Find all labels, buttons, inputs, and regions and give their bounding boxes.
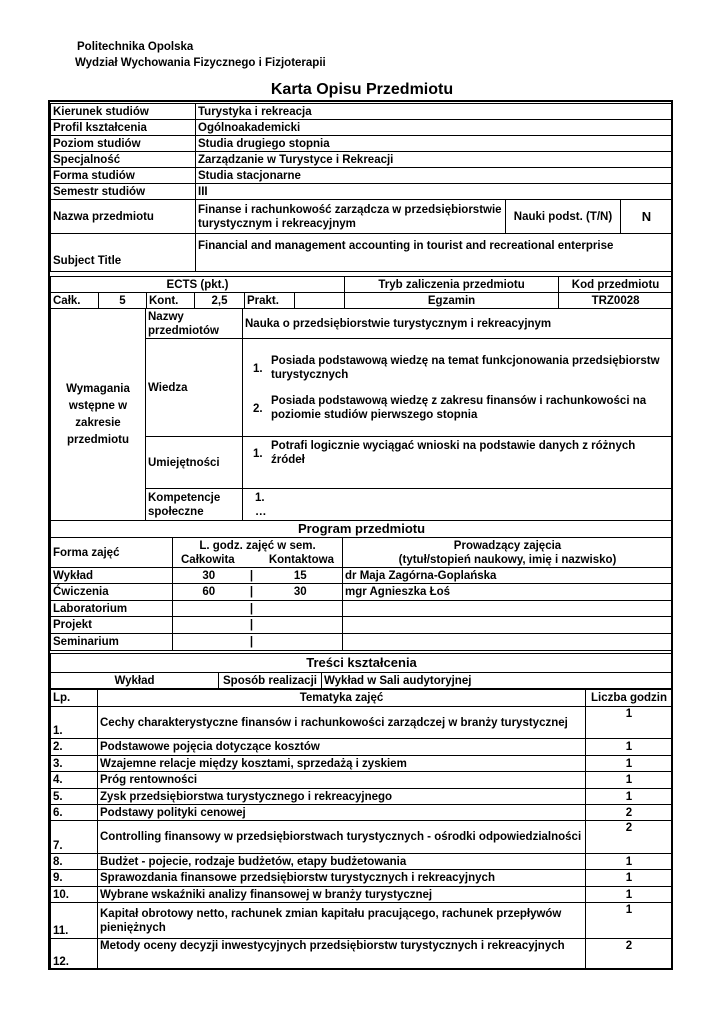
subject-name-value: Finanse i rachunkowość zarządcza w przedsiębiorstwie turystycznym i rekreacyjnym — [196, 200, 506, 234]
program-table — [50, 520, 673, 651]
info-label: Poziom studiów — [51, 136, 196, 152]
table-cell: 10. — [51, 887, 98, 903]
table-cell: Sprawozdania finansowe przedsiębiorstw turystycznych i rekreacyjnych — [98, 870, 586, 887]
wiedza-item: 1. Posiada podstawową wiedzę na temat funkcjonowania przedsiębiorstw turystycznych — [253, 354, 660, 381]
info-value: Turystyka i rekreacja — [196, 104, 673, 120]
table-cell: mgr Agnieszka Łoś — [343, 584, 673, 601]
nazwy-value: Nauka o przedsiębiorstwie turystycznym i rekreacyjnym — [243, 309, 673, 339]
table-cell: | — [245, 584, 259, 601]
table-row — [51, 821, 673, 854]
table-cell: | — [245, 617, 259, 634]
table-cell: 2 — [586, 805, 673, 821]
content-header-table — [50, 653, 673, 689]
topic-header: Tematyka zajęć — [98, 690, 586, 707]
topics-table — [50, 689, 673, 970]
table-cell: 9. — [51, 870, 98, 887]
table-cell: Metody oceny decyzji inwestycyjnych przedsiębiorstw turystycznych i rekreacyjnych — [98, 939, 586, 970]
table-cell — [259, 617, 343, 634]
table-row — [51, 772, 673, 789]
table-cell: 1 — [586, 870, 673, 887]
table-cell: 1 — [586, 772, 673, 789]
kont-label: Kont. — [147, 293, 195, 309]
nazwy-label: Nazwy przedmiotów — [146, 309, 243, 339]
info-row — [51, 152, 673, 168]
table-row — [51, 805, 673, 821]
sposob-value: Wykład w Sali audytoryjnej — [322, 673, 673, 689]
table-cell: 3. — [51, 756, 98, 772]
kont-value: 2,5 — [195, 293, 245, 309]
table-cell — [343, 601, 673, 617]
table-cell: 1 — [586, 756, 673, 772]
info-label: Kierunek studiów — [51, 104, 196, 120]
table-cell: 15 — [259, 568, 343, 584]
table-cell: 4. — [51, 772, 98, 789]
table-cell: Podstawowe pojęcia dotyczące kosztów — [98, 739, 586, 756]
table-cell: Próg rentowności — [98, 772, 586, 789]
table-cell — [259, 601, 343, 617]
table-cell: 2. — [51, 739, 98, 756]
umiejetnosci-items — [243, 437, 673, 489]
program-title: Program przedmiotu — [51, 521, 673, 538]
nauki-label: Nauki podst. (T/N) — [506, 200, 621, 234]
umiejetnosci-label: Umiejętności — [146, 437, 243, 489]
info-row — [51, 120, 673, 136]
info-row — [51, 184, 673, 200]
table-cell: Podstawy polityki cenowej — [98, 805, 586, 821]
sposob-label: Sposób realizacji — [219, 673, 322, 689]
table-cell — [343, 617, 673, 634]
university-name: Politechnika Opolska — [77, 41, 194, 53]
table-cell: 60 — [173, 584, 245, 601]
table-cell: 2 — [586, 821, 673, 854]
table-cell: Wzajemne relacje między kosztami, sprzedażą i zyskiem — [98, 756, 586, 772]
info-label: Profil kształcenia — [51, 120, 196, 136]
table-row — [51, 789, 673, 805]
calk-value: 5 — [99, 293, 147, 309]
table-cell: Wykład — [51, 568, 173, 584]
table-cell: 7. — [51, 821, 98, 854]
table-cell: Ćwiczenia — [51, 584, 173, 601]
info-row — [51, 104, 673, 120]
table-cell: 1 — [586, 854, 673, 870]
table-row — [51, 903, 673, 939]
info-value: III — [196, 184, 673, 200]
kod-value: TRZ0028 — [559, 293, 673, 309]
lp-header: Lp. — [51, 690, 98, 707]
info-row — [51, 136, 673, 152]
table-cell: Laboratorium — [51, 601, 173, 617]
table-cell: 12. — [51, 939, 98, 970]
table-cell: 8. — [51, 854, 98, 870]
program-row — [51, 568, 673, 584]
wiedza-label: Wiedza — [146, 339, 243, 437]
info-value: Zarządzanie w Turystyce i Rekreacji — [196, 152, 673, 168]
wiedza-items — [243, 339, 673, 437]
document-title: Karta Opisu Przedmiotu — [270, 81, 454, 98]
table-cell: Seminarium — [51, 634, 173, 651]
table-cell: | — [245, 601, 259, 617]
table-cell: Zysk przedsiębiorstwa turystycznego i rekreacyjnego — [98, 789, 586, 805]
table-cell: dr Maja Zagórna-Goplańska — [343, 568, 673, 584]
info-label: Semestr studiów — [51, 184, 196, 200]
subject-title-label: Subject Title — [51, 234, 196, 272]
table-row — [51, 854, 673, 870]
table-cell: 1 — [586, 887, 673, 903]
table-cell: | — [245, 568, 259, 584]
kont-header: Kontaktowa — [268, 553, 334, 566]
ects-header: ECTS (pkt.) — [51, 277, 345, 293]
table-cell — [343, 634, 673, 651]
content-form-label: Wykład — [51, 673, 219, 689]
prowadzacy-header: Prowadzący zajęcia (tytuł/stopień naukowy, imię i nazwisko) — [343, 538, 673, 568]
content-title: Treści kształcenia — [51, 654, 673, 673]
program-row — [51, 634, 673, 651]
table-cell: Projekt — [51, 617, 173, 634]
info-value: Studia drugiego stopnia — [196, 136, 673, 152]
table-cell: 2 — [586, 939, 673, 970]
prakt-value — [295, 293, 345, 309]
tryb-header: Tryb zaliczenia przedmiotu — [345, 277, 559, 293]
faculty-name: Wydział Wychowania Fizycznego i Fizjoterapii — [75, 57, 326, 69]
kod-header: Kod przedmiotu — [559, 277, 673, 293]
hours-header: Liczba godzin — [586, 690, 673, 707]
table-cell — [173, 634, 245, 651]
table-cell: 1 — [586, 739, 673, 756]
table-cell: 1 — [586, 707, 673, 739]
table-row — [51, 756, 673, 772]
table-cell: Cechy charakterystyczne finansów i rachunkowości zarządczej w branży turystycznej — [98, 707, 586, 739]
ects-table — [50, 276, 673, 309]
table-cell: 5. — [51, 789, 98, 805]
table-cell — [259, 634, 343, 651]
calk-header: Całkowita — [181, 553, 235, 566]
table-row — [51, 887, 673, 903]
info-label: Specjalność — [51, 152, 196, 168]
table-cell — [173, 601, 245, 617]
table-row — [51, 870, 673, 887]
program-row — [51, 617, 673, 634]
table-cell: | — [245, 634, 259, 651]
table-cell: 6. — [51, 805, 98, 821]
kompetencje-label: Kompetencje społeczne — [146, 489, 243, 521]
table-cell: Budżet - pojecie, rodzaje budżetów, etapy budżetowania — [98, 854, 586, 870]
study-info-table — [50, 103, 673, 272]
table-cell: 11. — [51, 903, 98, 939]
tryb-value: Egzamin — [345, 293, 559, 309]
subject-name-label: Nazwa przedmiotu — [51, 200, 196, 234]
table-row — [51, 707, 673, 739]
table-cell: Kapitał obrotowy netto, rachunek zmian kapitału pracującego, rachunek przepływów pieniężnych — [98, 903, 586, 939]
info-row — [51, 168, 673, 184]
table-cell: 1. — [51, 707, 98, 739]
forma-header: Forma zajęć — [51, 538, 173, 568]
info-value: Studia stacjonarne — [196, 168, 673, 184]
kompetencje-items: 1. … — [243, 489, 673, 521]
calk-label: Całk. — [51, 293, 99, 309]
nauki-value: N — [621, 200, 673, 234]
table-row — [51, 739, 673, 756]
info-value: Ogólnoakademicki — [196, 120, 673, 136]
table-cell: 1 — [586, 903, 673, 939]
table-cell: 30 — [259, 584, 343, 601]
umiejetnosci-item: 1. Potrafi logicznie wyciągać wnioski na podstawie danych z różnych źródeł — [253, 440, 636, 466]
table-cell — [173, 617, 245, 634]
info-label: Forma studiów — [51, 168, 196, 184]
subject-title-value: Financial and management accounting in tourist and recreational enterprise — [196, 234, 673, 272]
godz-header: L. godz. zajęć w sem. Całkowita Kontaktowa — [173, 538, 343, 568]
table-cell: Controlling finansowy w przedsiębiorstwach turystycznych - ośrodki odpowiedzialności — [98, 821, 586, 854]
wiedza-item: 2. Posiada podstawową wiedzę z zakresu finansów i rachunkowości na poziomie studiów pierwszego stopnia — [253, 394, 647, 421]
table-cell: 30 — [173, 568, 245, 584]
requirements-table — [50, 308, 673, 521]
program-row — [51, 584, 673, 601]
program-row — [51, 601, 673, 617]
table-cell: Wybrane wskaźniki analizy finansowej w branży turystycznej — [98, 887, 586, 903]
requirements-label: Wymagania wstępne w zakresie przedmiotu — [51, 309, 146, 521]
table-row — [51, 939, 673, 970]
table-cell: 1 — [586, 789, 673, 805]
prakt-label: Prakt. — [245, 293, 295, 309]
